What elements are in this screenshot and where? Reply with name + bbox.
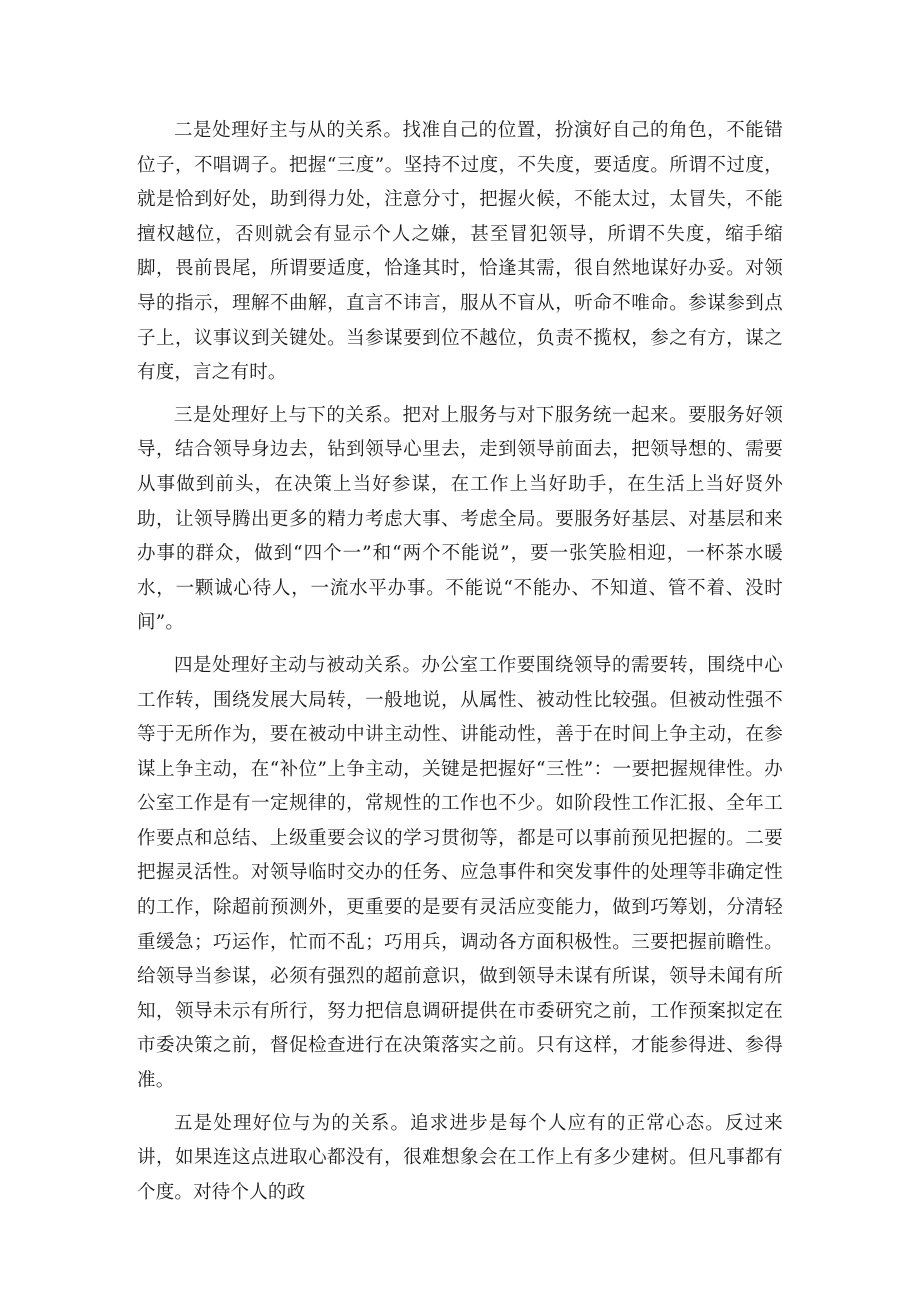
paragraph-position-action: 五是处理好位与为的关系。追求进步是每个人应有的正常心态。反过来讲，如果连这点进取心都没有，很难想象会在工作上有多少建树。但凡事都有个度。对待个人的政 [137, 1112, 783, 1203]
paragraph-master-subordinate: 二是处理好主与从的关系。找准自己的位置，扮演好自己的角色，不能错位子，不唱调子。把握“三度”。坚持不过度，不失度，要适度。所谓不过度，就是恰到好处，助到得力处，注意分寸，把握火候，不能太过，太冒失，不能擅权越位，否则就会有显示个人之嫌，甚至冒犯领导，所谓不失度，缩手缩脚，畏前畏尾，所谓要适度，恰逢其时，恰逢其需，很自然地谋好办妥。对领导的指示，理解不曲解，直言不讳言，服从不盲从，听命不唯命。参谋参到点子上，议事议到关键处。当参谋要到位不越位，负责不揽权，参之有方，谋之有度，言之有时。 [137, 120, 783, 384]
paragraph-upper-lower: 三是处理好上与下的关系。把对上服务与对下服务统一起来。要服务好领导，结合领导身边去，钻到领导心里去，走到领导前面去，把领导想的、需要从事做到前头，在决策上当好参谋，在工作上当好助手，在生活上当好贤外助，让领导腾出更多的精力考虑大事、考虑全局。要服务好基层、对基层和来办事的群众，做到“四个一”和“两个不能说”，要一张笑脸相迎，一杯茶水暖水，一颗诚心待人，一流水平办事。不能说“不能办、不知道、管不着、没时间”。 [137, 404, 783, 634]
paragraph-active-passive: 四是处理好主动与被动关系。办公室工作要围绕领导的需要转，围绕中心工作转，围绕发展大局转，一般地说，从属性、被动性比较强。但被动性强不等于无所作为，要在被动中讲主动性、讲能动性，善于在时间上争主动，在参谋上争主动，在“补位”上争主动，关键是把握好“三性”：一要把握规律性。办公室工作是有一定规律的，常规性的工作也不少。如阶段性工作汇报、全年工作要点和总结、上级重要会议的学习贯彻等，都是可以事前预见把握的。二要把握灵活性。对领导临时交办的任务、应急事件和突发事件的处理等非确定性的工作，除超前预测外，更重要的是要有灵活应变能力，做到巧筹划，分清轻重缓急；巧运作，忙而不乱；巧用兵，调动各方面积极性。三要把握前瞻性。给领导当参谋，必须有强烈的超前意识，做到领导未谋有所谋，领导未闻有所知，领导未示有所行，努力把信息调研提供在市委研究之前，工作预案拟定在市委决策之前，督促检查进行在决策落实之前。只有这样，才能参得进、参得准。 [137, 654, 783, 1092]
document-body [137, 114, 783, 1218]
